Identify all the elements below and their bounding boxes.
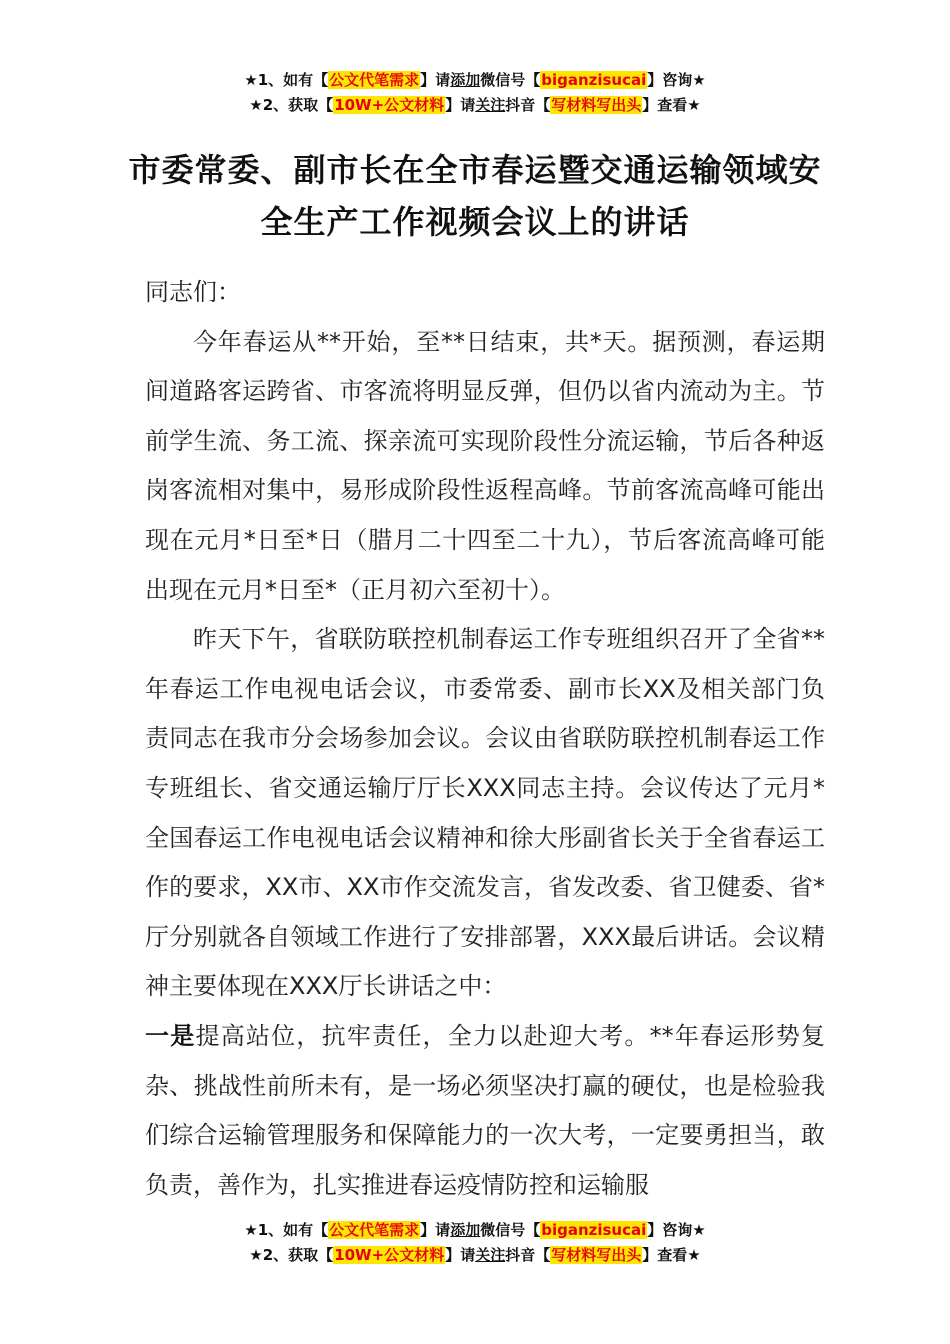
paragraph-point-1: 一是提高站位，抗牢责任，全力以赴迎大考。**年春运形势复杂、挑战性前所未有，是一场必须坚决打赢的硬仗，也是检验我们综合运输管理服务和保障能力的一次大考，一定要勇担当，敢负责，善作为，扎实推进春运疫情防控和运输服 xyxy=(145,1021,826,1199)
promo-line-2: ★2、获取【10W+公文材料】请关注抖音【写材料写出头】查看★ xyxy=(249,96,701,114)
salutation: 同志们： xyxy=(145,278,241,306)
promo-banner-top xyxy=(0,68,950,118)
paragraph: 昨天下午，省联防联控机制春运工作专班组织召开了全省**年春运工作电视电话会议，市委常委、副市长XX及相关部门负责同志在我市分会场参加会议。会议由省联防联控机制春运工作专班组长、省交通运输厅厅长XXX同志主持。会议传达了元月*全国春运工作电视电话会议精神和徐大彤副省长关于全省春运工作的要求，XX市、XX市作交流发言，省发改委、省卫健委、省*厅分别就各自领域工作进行了安排部署，XXX最后讲话。会议精神主要体现在XXX厅长讲话之中： xyxy=(145,625,825,1001)
promo-highlight: biganzisucai xyxy=(541,71,647,89)
promo-line-2: ★2、获取【10W+公文材料】请关注抖音【写材料写出头】查看★ xyxy=(249,1246,701,1264)
promo-highlight: biganzisucai xyxy=(541,1221,647,1239)
promo-highlight: 公文代笔需求 xyxy=(329,1221,420,1239)
promo-highlight: 写材料写出头 xyxy=(551,1246,642,1264)
promo-line-1: ★1、如有【公文代笔需求】请添加微信号【biganzisucai】咨询★ xyxy=(244,1221,706,1239)
promo-highlight: 10W+公文材料 xyxy=(334,96,445,114)
promo-line-1: ★1、如有【公文代笔需求】请添加微信号【biganzisucai】咨询★ xyxy=(244,71,706,89)
promo-highlight: 10W+公文材料 xyxy=(334,1246,445,1264)
promo-highlight: 公文代笔需求 xyxy=(329,71,420,89)
promo-highlight: 写材料写出头 xyxy=(551,96,642,114)
document-body xyxy=(145,268,825,1210)
promo-banner-bottom xyxy=(0,1218,950,1268)
point-label: 一是 xyxy=(145,1021,196,1050)
document-title: 市委常委、副市长在全市春运暨交通运输领域安全生产工作视频会议上的讲话 xyxy=(128,151,822,241)
paragraph: 今年春运从**开始，至**日结束，共*天。据预测，春运期间道路客运跨省、市客流将明显反弹，但仍以省内流动为主。节前学生流、务工流、探亲流可实现阶段性分流运输，节后各种返岗客流相对集中，易形成阶段性返程高峰。节前客流高峰可能出现在元月*日至*日（腊月二十四至二十九），节后客流高峰可能出现在元月*日至*（正月初六至初十）。 xyxy=(145,327,825,604)
